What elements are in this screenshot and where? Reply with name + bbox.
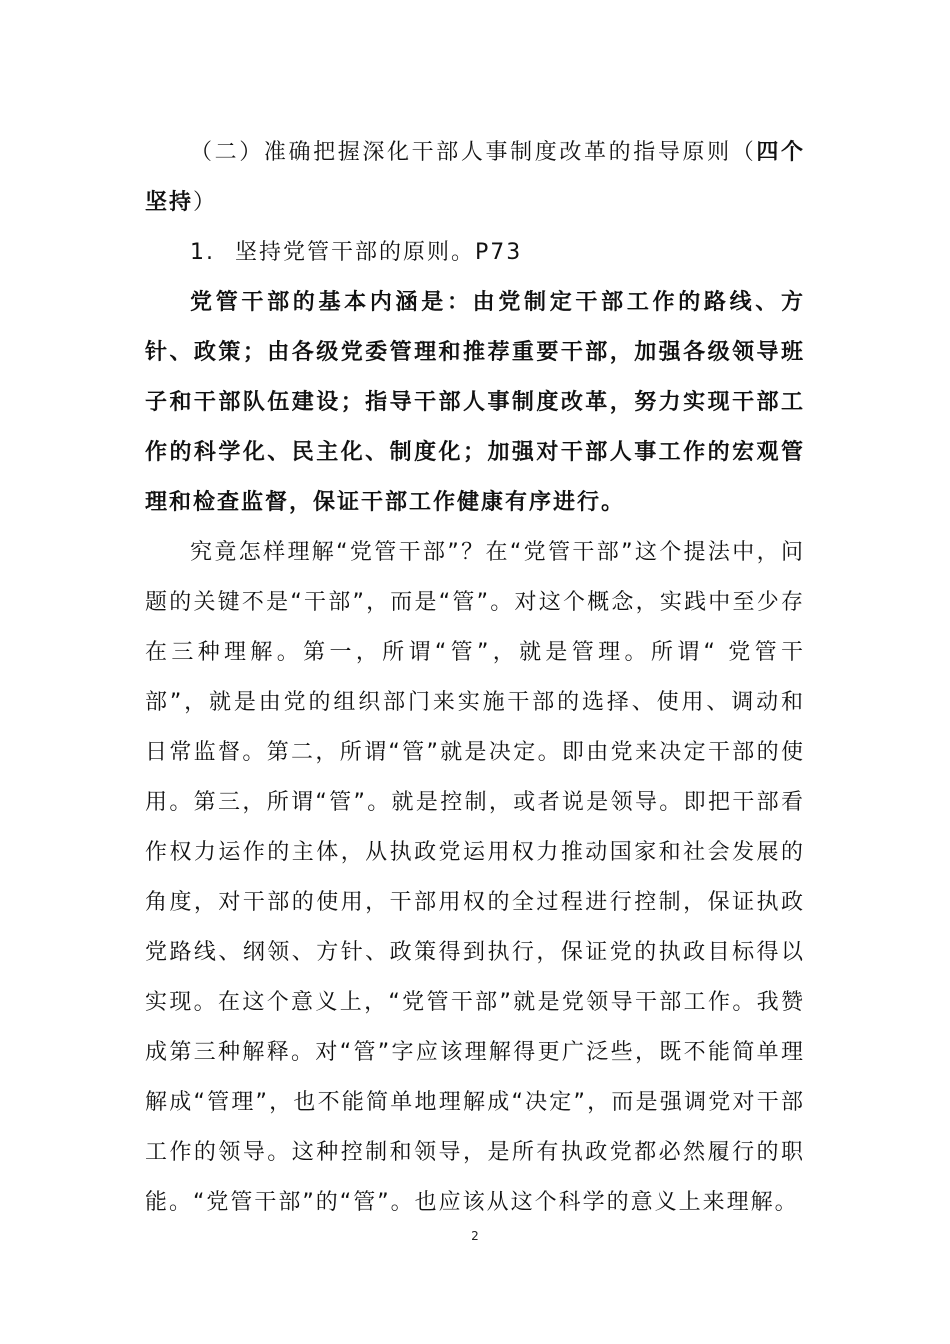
- section-heading-bold: 四个坚持: [145, 140, 805, 215]
- body-paragraph: 究竟怎样理解“党管干部”？在“党管干部”这个提法中，问题的关键不是“干部”，而是“管”。对这个概念，实践中至少存在三种理解。第一，所谓“管”，就是管理。所谓“ 党管干部”，就是由党的组织部门来实施干部的选择、使用、调动和日常监督。第二，所谓“管”就是决定。即由党来决定干部的使用。第三，所谓“管”。就是控制，或者说是领导。即把干部看作权力运作的主体，从执政党运用权力推动国家和社会发展的角度，对干部的使用，干部用权的全过程进行控制，保证执政党路线、纲领、方针、政策得到执行，保证党的执政目标得以实现。在这个意义上，“党管干部”就是党领导干部工作。我赞成第三种解释。对“管”字应该理解得更广泛些，既不能简单理解成“管理”，也不能简单地理解成“决定”，而是强调党对干部工作的领导。这种控制和领导，是所有执政党都必然履行的职能。“党管干部”的“管”。也应该从这个科学的意义上来理解。: [145, 540, 805, 1215]
- list-item: [145, 228, 805, 278]
- section-heading-prefix: （二）准确把握深化干部人事制度改革的指导原则（: [190, 140, 757, 165]
- document-body: [145, 128, 805, 1228]
- list-item-number: 1.: [190, 240, 215, 265]
- list-item-text: 坚持党管干部的原则。P73: [235, 240, 523, 265]
- section-heading-suffix: ）: [193, 190, 218, 215]
- section-heading: [145, 128, 805, 228]
- definition-paragraph: 党管干部的基本内涵是：由党制定干部工作的路线、方针、政策；由各级党委管理和推荐重要干部，加强各级领导班子和干部队伍建设；指导干部人事制度改革，努力实现干部工作的科学化、民主化、制度化；加强对干部人事工作的宏观管理和检查监督，保证干部工作健康有序进行。: [145, 290, 805, 515]
- page-number: 2: [471, 1229, 479, 1243]
